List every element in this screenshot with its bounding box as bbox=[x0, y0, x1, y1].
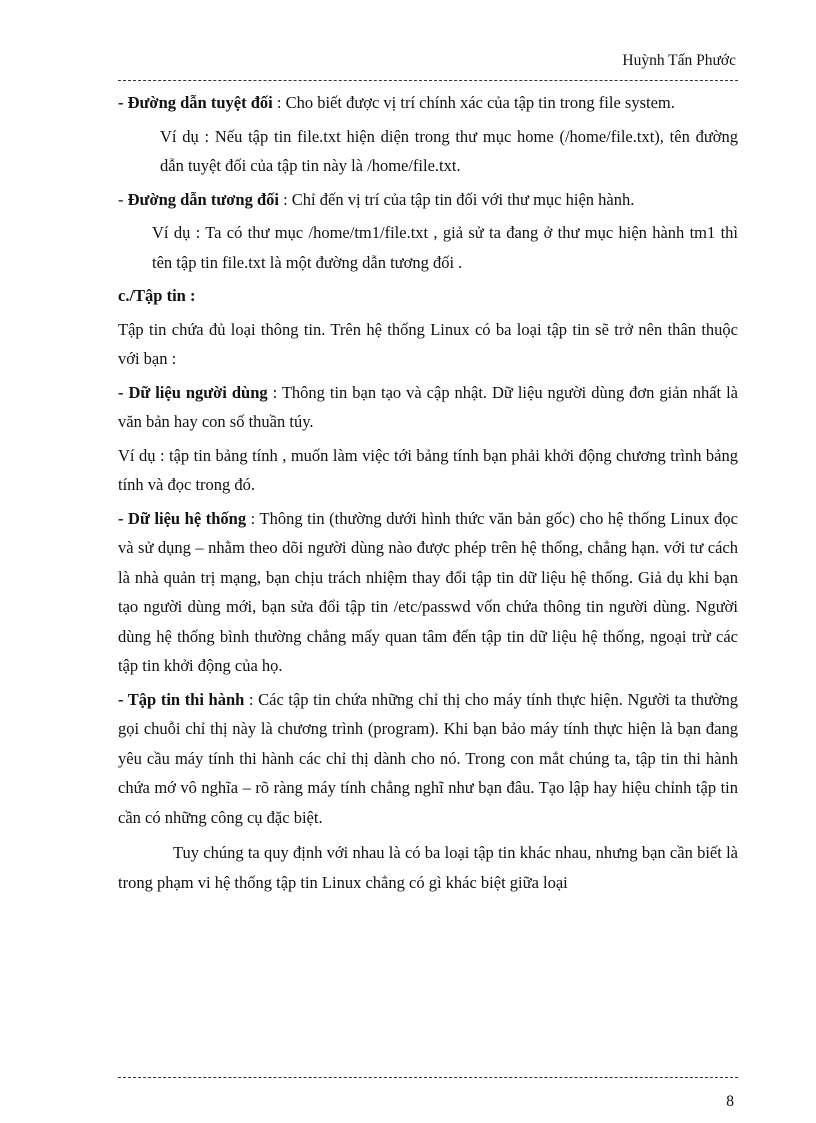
executable-text: : Các tập tin chứa những chỉ thị cho máy tính thực hiện. Người ta thường gọi chuỗi chỉ thị này là chương trình (program). Khi bạn bảo máy tính thực hiện là bạn đang yêu cầu máy tính thi hành các chỉ thị dành cho nó. Trong con mắt chúng ta, tập tin thi hành chứa mớ vô nghĩa – rõ ràng máy tính chẳng nghĩ như bạn đâu. Tạo lập hay hiệu chỉnh tập tin cần có những công cụ đặc biệt. bbox=[118, 689, 738, 827]
section-heading: c./Tập tin : bbox=[118, 286, 196, 305]
user-data-text: : Thông tin bạn tạo và cập nhật. Dữ liệu người dùng đơn giản nhất là văn bản hay con số thuần túy. bbox=[118, 382, 738, 431]
absolute-path-text: : Cho biết được vị trí chính xác của tập tin trong file system. bbox=[272, 93, 675, 112]
header-divider bbox=[118, 80, 738, 81]
user-data-example: Ví dụ : tập tin bảng tính , muốn làm việc tới bảng tính bạn phải khởi động chương trình bảng tính và đọc trong đó. bbox=[118, 445, 738, 494]
absolute-path-example: Ví dụ : Nếu tập tin file.txt hiện diện trong thư mục home (/home/file.txt), tên đường dẫn tuyệt đối của tập tin này là /home/file.txt. bbox=[160, 126, 738, 175]
system-data-definition bbox=[118, 504, 738, 681]
system-data-term: - Dữ liệu hệ thống bbox=[118, 508, 247, 528]
relative-path-term: Đường dẫn tương đối bbox=[127, 189, 279, 209]
file-types-intro: Tập tin chứa đủ loại thông tin. Trên hệ thống Linux có ba loại tập tin sẽ trở nên thân thuộc với bạn : bbox=[118, 319, 738, 368]
header-author: Huỳnh Tấn Phước bbox=[622, 52, 736, 69]
executable-term: - Tập tin thi hành bbox=[118, 689, 245, 709]
page-number: 8 bbox=[726, 1093, 734, 1110]
relative-path-definition bbox=[118, 185, 738, 215]
absolute-path-definition bbox=[118, 88, 738, 118]
relative-path-text: : Chỉ đến vị trí của tập tin đối với thư mục hiện hành. bbox=[278, 189, 635, 209]
relative-path-example: Ví dụ : Ta có thư mục /home/tm1/file.txt , giả sử ta đang ở thư mục hiện hành tm1 thì tên tập tin file.txt là một đường dẫn tương đối . bbox=[152, 223, 738, 272]
executable-definition bbox=[118, 685, 738, 833]
relative-path-prefix: - bbox=[118, 189, 128, 209]
footer-divider bbox=[118, 1077, 738, 1078]
system-data-text: : Thông tin (thường dưới hình thức văn bản gốc) cho hệ thống Linux đọc và sử dụng – nhằm theo dõi người dùng nào được phép trên hệ thống, chẳng hạn. với tư cách là nhà quản trị mạng, bạn chịu trách nhiệm thay đổi tập tin dữ liệu hệ thống. Giả dụ khi bạn tạo người dùng mới, bạn sửa đổi tập tin /etc/passwd vốn chứa thông tin người dùng. Người dùng hệ thống bình thường chẳng mấy quan tâm đến tập tin dữ liệu hệ thống, ngoại trừ các tập tin khởi động của họ. bbox=[118, 508, 739, 675]
user-data-term: - Dữ liệu người dùng bbox=[118, 382, 268, 402]
user-data-definition bbox=[118, 378, 738, 437]
closing-paragraph: Tuy chúng ta quy định với nhau là có ba loại tập tin khác nhau, nhưng bạn cần biết là trong phạm vi hệ thống tập tin Linux chẳng có gì khác biệt giữa loại bbox=[118, 843, 738, 892]
page-body bbox=[118, 88, 738, 897]
absolute-path-term: - Đường dẫn tuyệt đối bbox=[118, 93, 273, 112]
